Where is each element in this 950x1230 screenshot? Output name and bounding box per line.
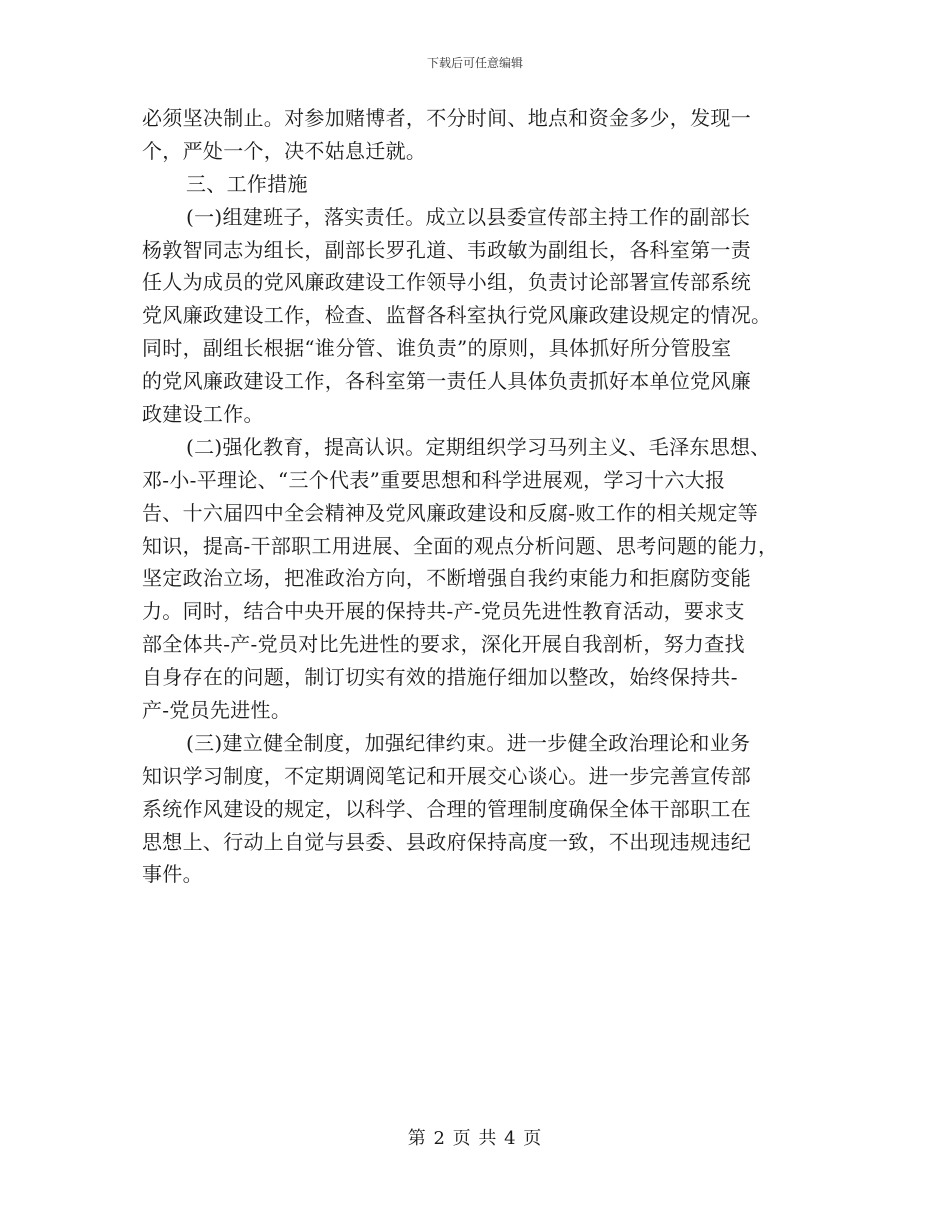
text-line: 同时，副组长根据“谁分管、谁负责”的原则，具体抓好所分管股室 [142,336,732,361]
text-line: 政建设工作。 [142,402,264,427]
text-line: 知识，提高-干部职工用进展、全面的观点分析问题、思考问题的能力， [142,533,779,558]
text-line: (三)建立健全制度，加强纪律约束。进一步健全政治理论和业务 [186,730,751,755]
text-line: (一)组建班子，落实责任。成立以县委宣传部主持工作的副部长 [186,204,751,229]
text-line: 党风廉政建设工作，检查、监督各科室执行党风廉政建设规定的情况。 [142,303,772,328]
page-footer [0,1124,950,1150]
text-line: 杨敦智同志为组长，副部长罗孔道、韦政敏为副组长，各科室第一责 [142,237,751,262]
text-line: 产-党员先进性。 [142,698,292,723]
text-line: 邓-小-平理论、“三个代表”重要思想和科学进展观，学习十六大报 [142,467,726,492]
text-line: 个，严处一个，决不姑息迁就。 [142,138,427,163]
text-line: 部全体共-产-党员对比先进性的要求，深化开展自我剖析，努力查找 [142,632,745,657]
text-line: 思想上、行动上自觉与县委、县政府保持高度一致，不出现违规违纪 [142,829,751,854]
text-line: 力。同时，结合中央开展的保持共-产-党员先进性教育活动，要求支 [142,599,745,624]
page-header: 下载后可任意编辑 [426,56,523,70]
document-body [142,102,810,891]
text-line: 事件。 [142,862,203,887]
text-line: 坚定政治立场，把准政治方向，不断增强自我约束能力和拒腐防变能 [142,566,751,591]
text-line: 必须坚决制止。对参加赌博者，不分时间、地点和资金多少，发现一 [142,106,751,130]
text-line: 的党风廉政建设工作，各科室第一责任人具体负责抓好本单位党风廉 [142,369,751,394]
text-line: 系统作风建设的规定，以科学、合理的管理制度确保全体干部职工在 [142,796,751,821]
text-line: 自身存在的问题，制订切实有效的措施仔细加以整改，始终保持共- [142,665,738,690]
text-line: (二)强化教育，提高认识。定期组织学习马列主义、毛泽东思想、 [186,434,771,459]
page-number-label: 第 2 页 共 4 页 [407,1128,543,1149]
text-line: 告、十六届四中全会精神及党风廉政建设和反腐-败工作的相关规定等 [142,500,759,525]
text-line: 任人为成员的党风廉政建设工作领导小组，负责讨论部署宣传部系统 [142,270,751,295]
text-line: 三、工作措施 [186,171,308,196]
text-line: 知识学习制度，不定期调阅笔记和开展交心谈心。进一步完善宣传部 [142,763,751,788]
